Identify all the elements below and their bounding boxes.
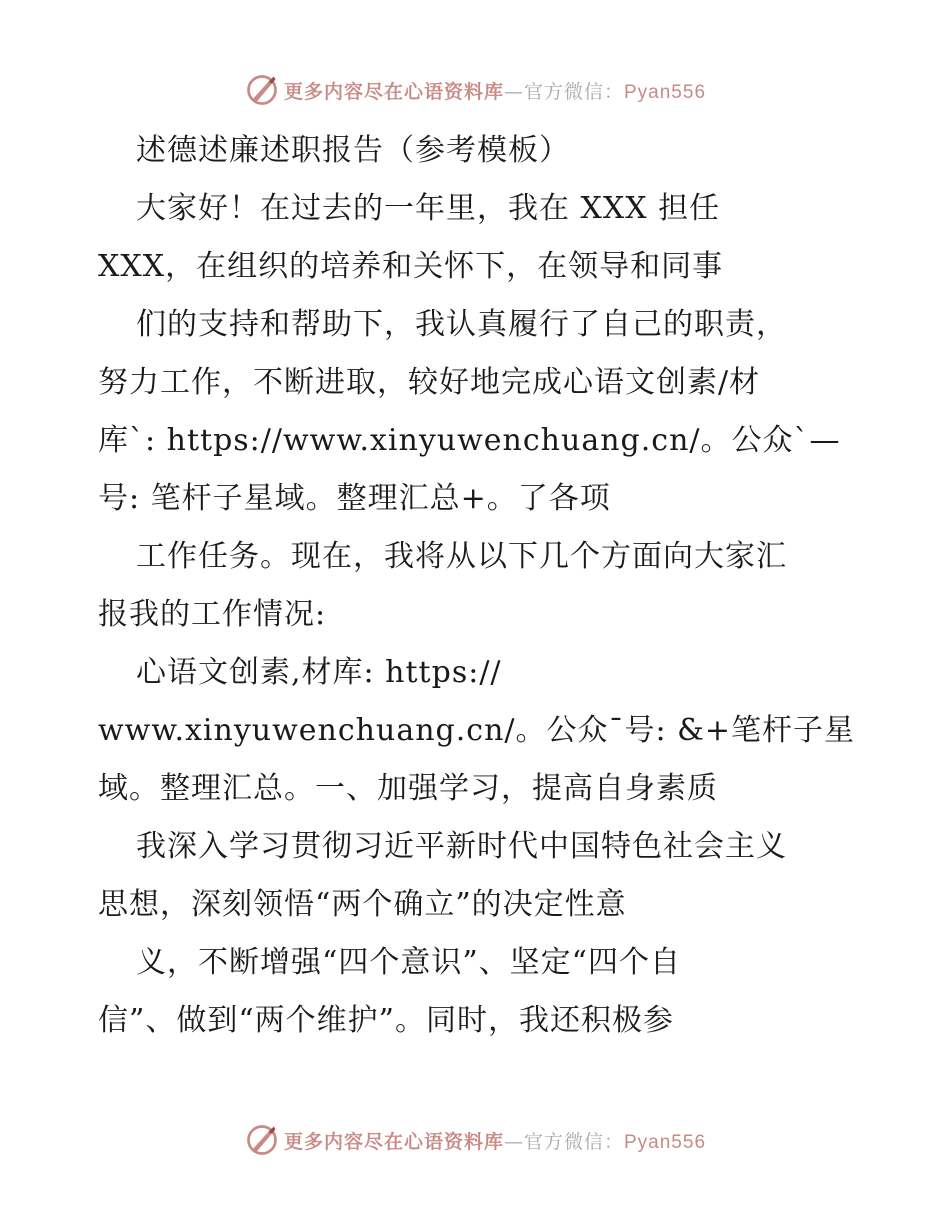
paragraph-line: XXX，在组织的培养和关怀下，在领导和同事 — [98, 249, 724, 284]
banner-text — [284, 77, 706, 104]
paragraph-line: 工作任务。现在，我将从以下几个方面向大家汇 — [136, 539, 787, 574]
paragraph-line: 号: 笔杆子星域。整理汇总+。了各项 — [98, 481, 611, 516]
banner-dash: — — [503, 80, 524, 103]
paragraph-line: 库`: https://www.xinyuwenchuang.cn/。公众`— — [98, 423, 841, 458]
banner-sub-text: 官方微信： — [523, 1130, 624, 1153]
paragraph-line: 我深入学习贯彻习近平新时代中国特色社会主义 — [136, 829, 787, 864]
footer-watermark-banner — [0, 1120, 950, 1160]
section-heading-line: 域。整理汇总。一、加强学习，提高自身素质 — [98, 771, 718, 806]
paragraph-line: 大家好！在过去的一年里，我在 XXX 担任 — [136, 191, 721, 226]
paragraph-line: 心语文创素,材库: https:// — [136, 655, 502, 690]
document-body — [98, 122, 858, 1050]
paragraph-line: www.xinyuwenchuang.cn/。公众¯号: &+笔杆子星 — [98, 713, 855, 748]
pen-circle-logo-icon — [244, 1122, 280, 1158]
banner-sub-text: 官方微信： — [523, 80, 624, 103]
paragraph-line: 义，不断增强“四个意识”、坚定“四个自 — [136, 945, 682, 980]
document-title: 述德述廉述职报告（参考模板） — [136, 133, 570, 168]
paragraph-line: 信”、做到“两个维护”。同时，我还积极参 — [98, 1003, 675, 1038]
banner-text — [284, 1127, 706, 1154]
banner-main-text: 更多内容尽在心语资料库 — [283, 1130, 504, 1153]
header-watermark-banner — [0, 70, 950, 110]
banner-wechat-id: Pyan556 — [624, 81, 707, 103]
banner-wechat-id: Pyan556 — [624, 1131, 707, 1153]
banner-dash: — — [503, 1130, 524, 1153]
paragraph-line: 思想，深刻领悟“两个确立”的决定性意 — [98, 887, 627, 922]
pen-circle-logo-icon — [244, 72, 280, 108]
paragraph-line: 报我的工作情况: — [98, 597, 327, 632]
banner-main-text: 更多内容尽在心语资料库 — [283, 80, 504, 103]
paragraph-line: 们的支持和帮助下，我认真履行了自己的职责， — [136, 307, 787, 342]
paragraph-line: 努力工作，不断进取，较好地完成心语文创素/材 — [98, 365, 761, 400]
